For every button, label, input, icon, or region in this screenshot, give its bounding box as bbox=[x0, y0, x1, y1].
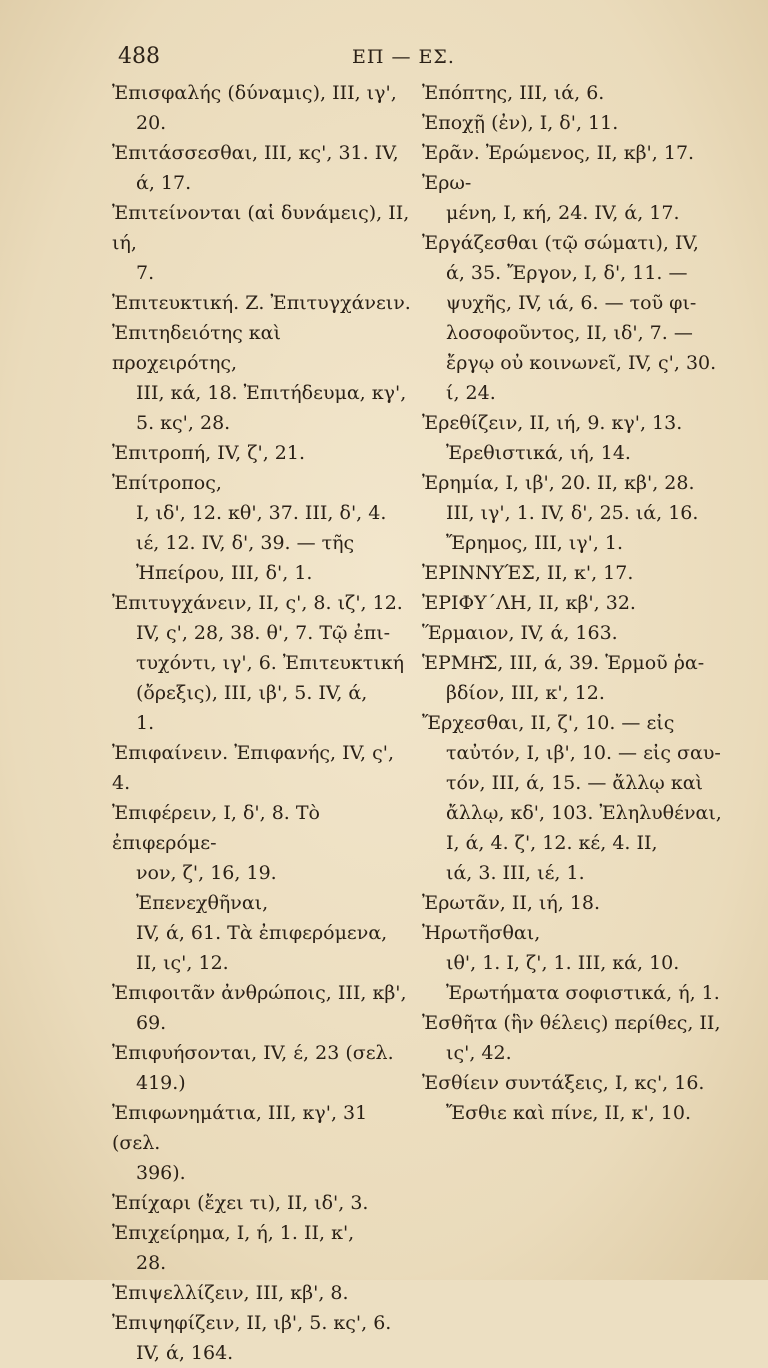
left-column bbox=[112, 78, 412, 1368]
right-column bbox=[422, 78, 722, 1128]
index-entry bbox=[112, 1188, 412, 1218]
entry-headword-line: Ἐπιφοιτᾶν ἀνθρώποις, III, κβ', bbox=[112, 982, 407, 1004]
entry-continuation: 7. bbox=[136, 262, 155, 284]
running-head: ΕΠ — ΕΣ. bbox=[352, 46, 455, 68]
entry-continuation: Ἔσθιε καὶ πίνε, II, κ', 10. bbox=[446, 1102, 691, 1124]
entry-continuation: 396). bbox=[136, 1162, 186, 1184]
index-entry bbox=[422, 78, 722, 108]
entry-headword-line: Ἐποχῇ (ἐν), I, δ', 11. bbox=[422, 112, 619, 134]
entry-headword-line: Ἐσθῆτα (ἣν θέλεις) περίθες, II, bbox=[422, 1012, 721, 1034]
index-entry bbox=[112, 318, 412, 438]
entry-headword-line: Ἐπόπτης, III, ιά, 6. bbox=[422, 82, 605, 104]
entry-headword-line: Ἐπιφυήσονται, IV, έ, 23 (σελ. bbox=[112, 1042, 394, 1064]
entry-continuation: μένη, I, κή, 24. IV, ά, 17. bbox=[446, 202, 680, 224]
entry-headword-line: Ἐπιτηδειότης καὶ προχειρότης, bbox=[112, 322, 281, 374]
entry-continuation: IV, ά, 164. bbox=[136, 1342, 234, 1364]
entry-continuation: III, κά, 18. Ἐπιτήδευμα, κγ', 5. κς', 28. bbox=[136, 382, 407, 434]
page-header bbox=[0, 44, 768, 74]
entry-headword-line: Ἐπιτείνονται (αἱ δυνάμεις), II, ιή, bbox=[112, 202, 410, 254]
index-entry bbox=[112, 588, 412, 738]
entry-continuation: 28. bbox=[136, 1252, 167, 1274]
index-entry bbox=[422, 708, 722, 888]
entry-headword-line: Ἐπιψελλίζειν, III, κβ', 8. bbox=[112, 1282, 349, 1304]
entry-headword-line: ἙΡΜΗ͂Σ, III, ά, 39. Ἑρμοῦ ῥα- bbox=[422, 652, 705, 674]
entry-headword-line: Ἐπιτυγχάνειν, II, ς', 8. ιζ', 12. bbox=[112, 592, 403, 614]
index-entry bbox=[112, 798, 412, 978]
entry-continuation: 20. bbox=[136, 112, 167, 134]
entry-headword-line: Ἐρᾶν. Ἐρώμενος, II, κβ', 17. Ἐρω- bbox=[422, 142, 695, 194]
entry-continuation: ά, 17. bbox=[136, 172, 192, 194]
entry-continuation: I, ιδ', 12. κθ', 37. III, δ', 4. ιέ, 12. IV, δ', 39. — τῆς Ἠπείρου, III, δ', 1. bbox=[136, 502, 387, 584]
index-entry bbox=[112, 1218, 412, 1278]
entry-headword-line: Ἐπιχείρημα, I, ή, 1. II, κ', bbox=[112, 1222, 355, 1244]
entry-continuation: νον, ζ', 16, 19. Ἐπενεχθῆναι, IV, ά, 61. Τὰ ἐπιφερόμενα, II, ις', 12. bbox=[136, 862, 388, 974]
entry-continuation: ταὐτόν, I, ιβ', 10. — εἰς σαυ- τόν, III, ά, 15. — ἄλλῳ καὶ ἄλλῳ, κδ', 103. Ἐληλυθέναι, I, ά, 4. ζ', 12. κέ, 4. II, ιά, 3. III, ιέ, 1. bbox=[446, 742, 722, 884]
entry-continuation: IV, ς', 28, 38. θ', 7. Τῷ ἐπι- τυχόντι, ιγ', 6. Ἐπιτευκτική (ὄρεξις), III, ιβ', 5. IV, ά, 1. bbox=[136, 622, 405, 734]
entry-headword-line: Ἐπιψηφίζειν, II, ιβ', 5. κς', 6. bbox=[112, 1312, 392, 1334]
entry-headword-line: Ἔρχεσθαι, II, ζ', 10. — εἰς bbox=[422, 712, 675, 734]
entry-continuation: 419.) bbox=[136, 1072, 186, 1094]
entry-continuation: Ἐρεθιστικά, ιή, 14. bbox=[446, 442, 631, 464]
index-entry bbox=[112, 1278, 412, 1308]
entry-headword-line: Ἐπιτροπή, IV, ζ', 21. Ἐπίτροπος, bbox=[112, 442, 306, 494]
index-entry bbox=[422, 588, 722, 618]
entry-continuation: ά, 35. Ἔργον, I, δ', 11. — ψυχῆς, IV, ιά, 6. — τοῦ φι- λοσοφοῦντος, II, ιδ', 7. — ἔργῳ οὐ κοινωνεῖ, IV, ς', 30. ί, 24. bbox=[446, 262, 717, 404]
index-entry bbox=[112, 738, 412, 798]
index-entry bbox=[112, 1098, 412, 1188]
entry-headword-line: Ἐπιφαίνειν. Ἐπιφανής, IV, ς', 4. bbox=[112, 742, 395, 794]
entry-headword-line: Ἐσθίειν συντάξεις, I, κς', 16. bbox=[422, 1072, 705, 1094]
index-entry bbox=[112, 1308, 412, 1368]
entry-headword-line: Ἐρωτᾶν, II, ιή, 18. Ἠρωτῆσθαι, bbox=[422, 892, 601, 944]
index-entry bbox=[422, 888, 722, 1008]
index-entry bbox=[422, 1068, 722, 1128]
index-entry bbox=[422, 558, 722, 588]
entry-headword-line: Ἐπιφέρειν, I, δ', 8. Τὸ ἐπιφερόμε- bbox=[112, 802, 320, 854]
entry-headword-line: Ἐπισφαλής (δύναμις), III, ιγ', bbox=[112, 82, 397, 104]
entry-headword-line: Ἐπιτευκτική. Ζ. Ἐπιτυγχάνειν. bbox=[112, 292, 411, 314]
index-entry bbox=[422, 408, 722, 468]
entry-headword-line: ἘΡΙΦΥ΄ΛΗ, II, κβ', 32. bbox=[422, 592, 636, 614]
index-entry bbox=[422, 648, 722, 708]
page-number: 488 bbox=[118, 44, 160, 69]
index-entry bbox=[112, 198, 412, 288]
entry-continuation: βδίον, III, κ', 12. bbox=[446, 682, 605, 704]
entry-headword-line: Ἐπίχαρι (ἔχει τι), II, ιδ', 3. bbox=[112, 1192, 369, 1214]
entry-continuation: 69. bbox=[136, 1012, 167, 1034]
entry-continuation: III, ιγ', 1. IV, δ', 25. ιά, 16. Ἔρημος, III, ιγ', 1. bbox=[446, 502, 699, 554]
index-entry bbox=[112, 978, 412, 1038]
entry-headword-line: Ἕρμαιον, IV, ά, 163. bbox=[422, 622, 618, 644]
index-entry bbox=[112, 78, 412, 138]
entry-headword-line: Ἐπιτάσσεσθαι, III, κς', 31. IV, bbox=[112, 142, 399, 164]
index-entry bbox=[422, 1008, 722, 1068]
index-entry bbox=[422, 228, 722, 408]
index-entry bbox=[422, 108, 722, 138]
index-entry bbox=[422, 138, 722, 228]
entry-headword-line: Ἐργάζεσθαι (τῷ σώματι), IV, bbox=[422, 232, 699, 254]
index-entry bbox=[112, 1038, 412, 1098]
entry-headword-line: Ἐπιφωνημάτια, III, κγ', 31 (σελ. bbox=[112, 1102, 368, 1154]
index-entry bbox=[112, 438, 412, 588]
entry-continuation: ιθ', 1. I, ζ', 1. III, κά, 10. Ἐρωτήματα σοφιστικά, ή, 1. bbox=[446, 952, 720, 1004]
entry-headword-line: ἘΡΙΝΝΥΈΣ, II, κ', 17. bbox=[422, 562, 634, 584]
entry-continuation: ις', 42. bbox=[446, 1042, 512, 1064]
index-entry bbox=[422, 618, 722, 648]
index-entry bbox=[112, 138, 412, 198]
entry-headword-line: Ἐρεθίζειν, II, ιή, 9. κγ', 13. bbox=[422, 412, 683, 434]
entry-headword-line: Ἐρημία, I, ιβ', 20. II, κβ', 28. bbox=[422, 472, 695, 494]
index-entry bbox=[422, 468, 722, 558]
index-entry bbox=[112, 288, 412, 318]
